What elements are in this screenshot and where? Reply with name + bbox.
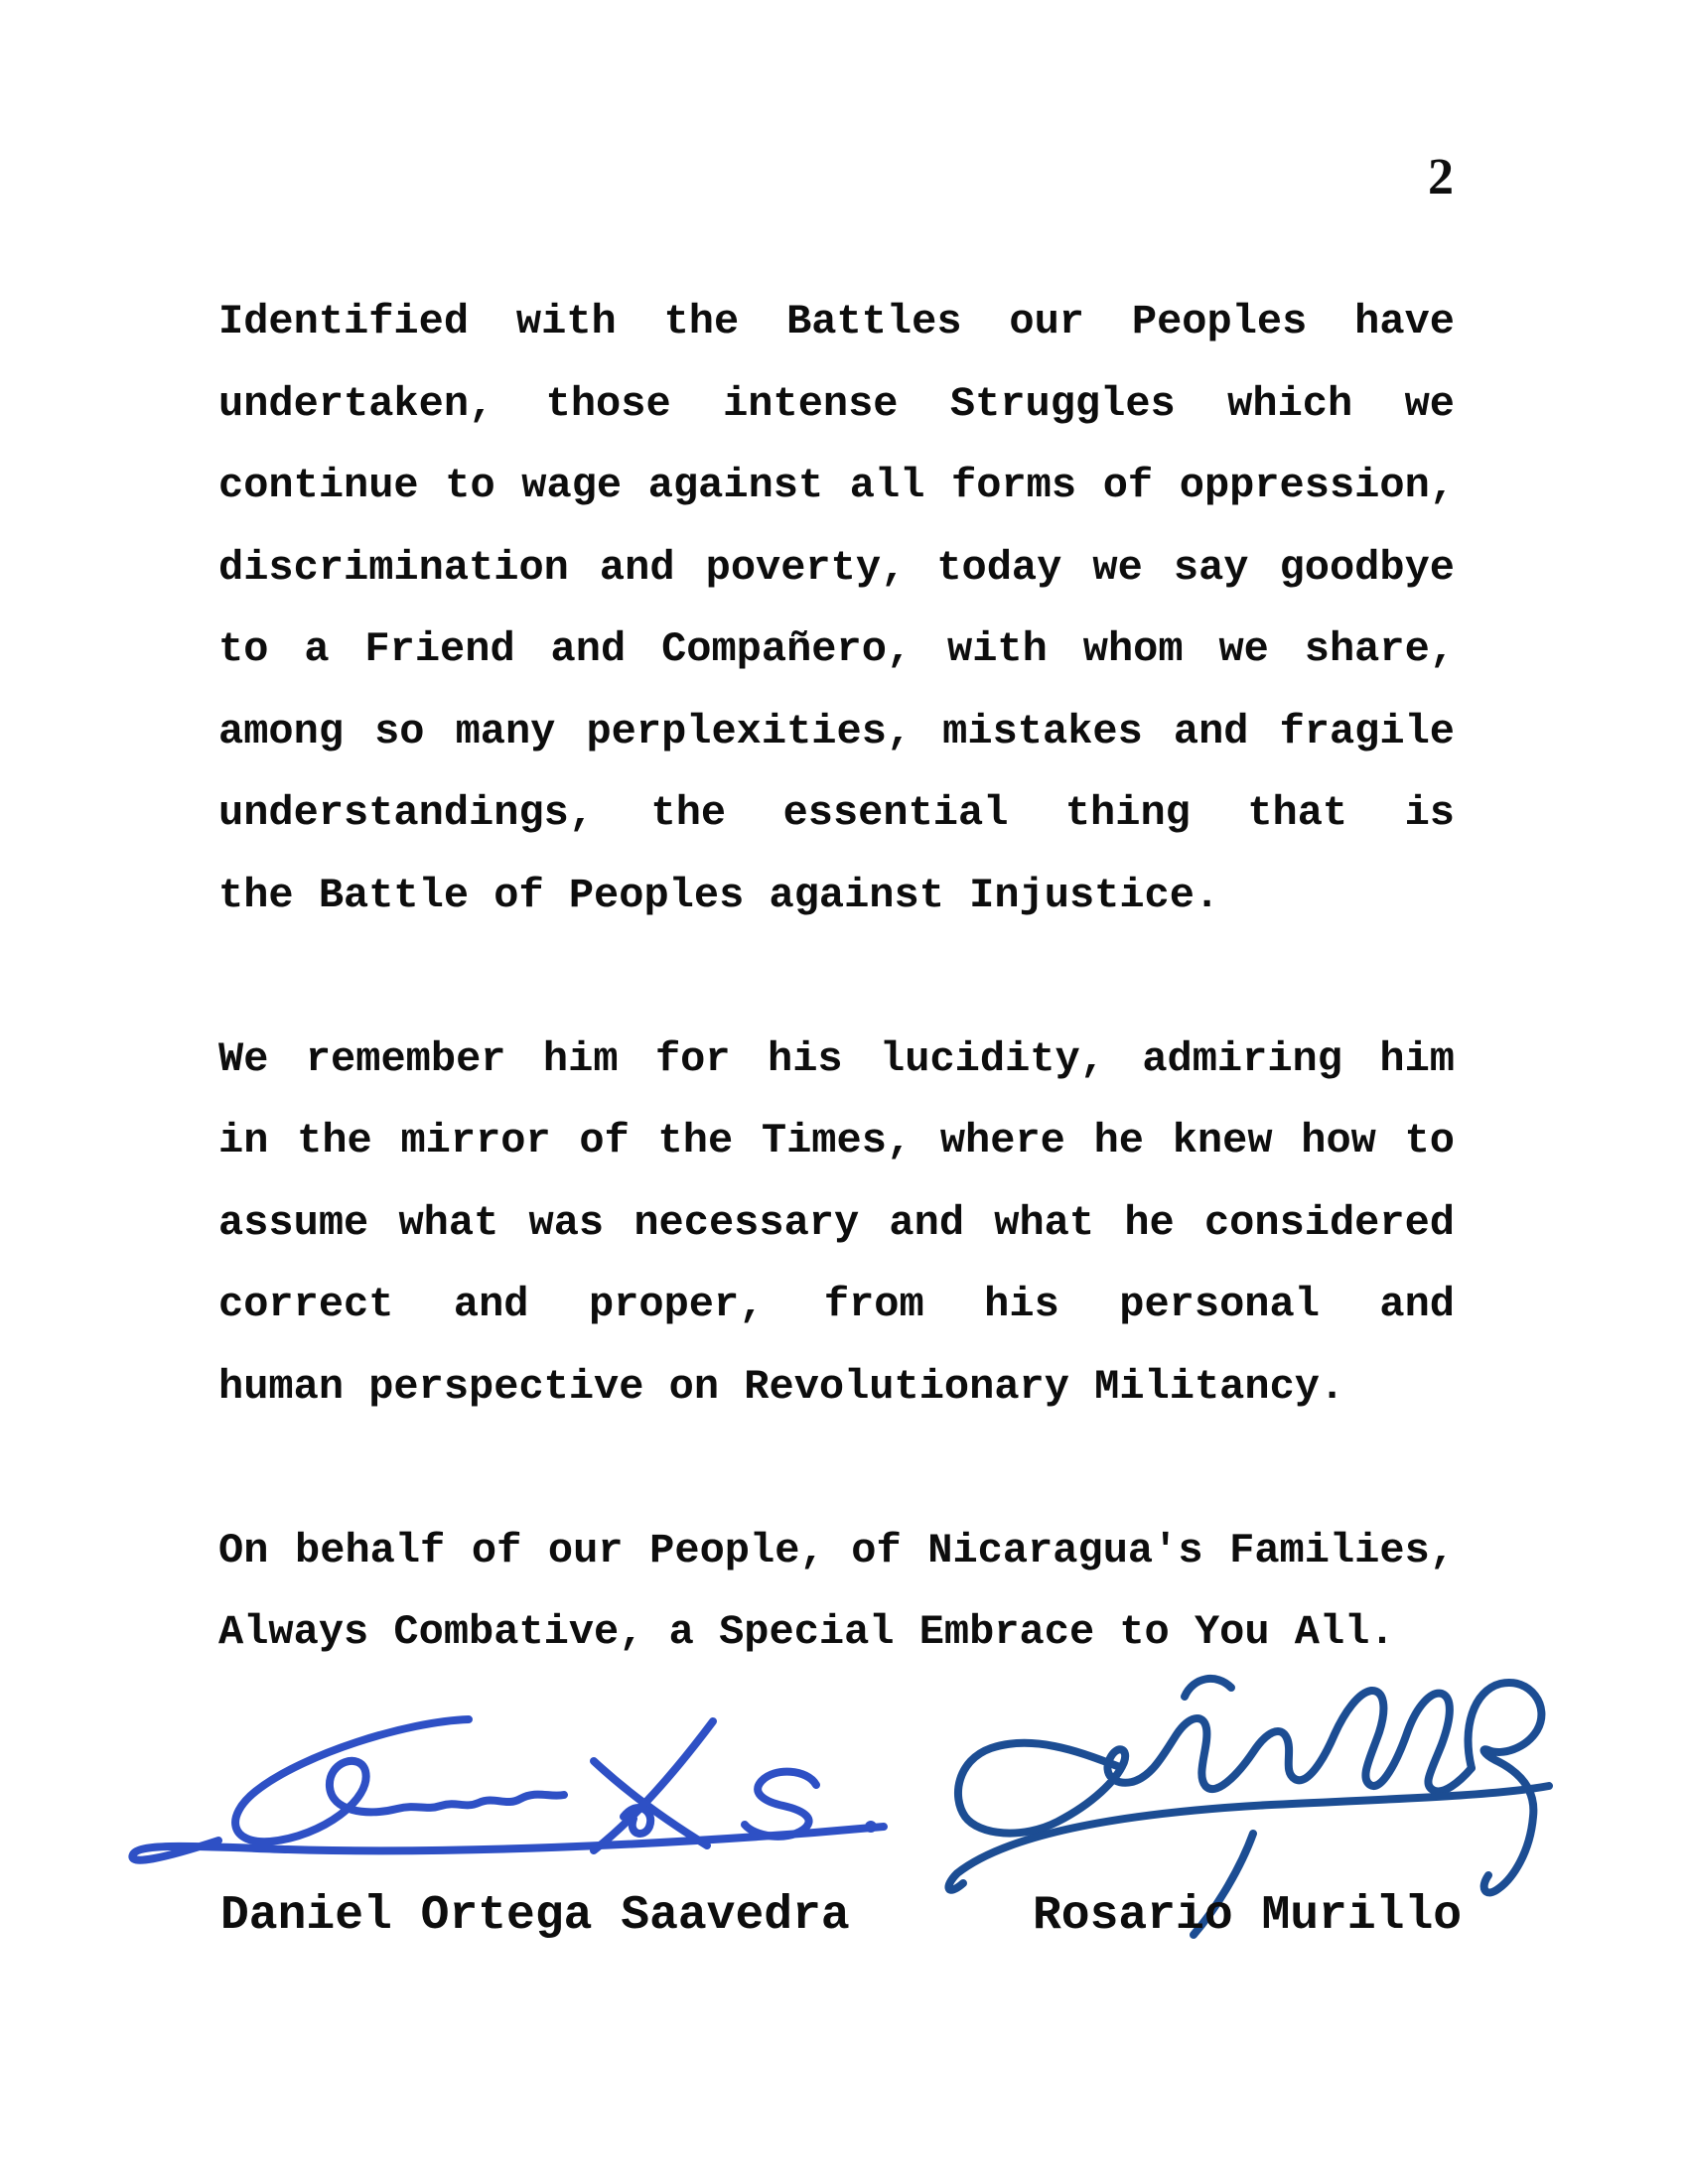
signature-stroke xyxy=(594,1721,713,1850)
body-line: continue to wage against all forms of oppression, xyxy=(218,462,1455,509)
body-line: understandings, the essential thing that is xyxy=(218,789,1455,837)
signature-strokes xyxy=(132,1719,884,1860)
signature-tilde-stroke xyxy=(1185,1679,1231,1697)
signature-stroke xyxy=(235,1719,564,1842)
signature-period-dot xyxy=(865,1821,877,1833)
signatory-name-daniel-ortega: Daniel Ortega Saavedra xyxy=(220,1889,850,1943)
body-line: among so many perplexities, mistakes and fragile xyxy=(218,707,1455,755)
paragraph xyxy=(218,1019,1455,1429)
body-line: human perspective on Revolutionary Militancy. xyxy=(218,1362,1345,1411)
body-line: Identified with the Battles our Peoples have xyxy=(218,298,1455,345)
body-line: to a Friend and Compañero, with whom we share, xyxy=(218,625,1455,673)
body-line: Always Combative, a Special Embrace to You All. xyxy=(218,1608,1395,1656)
body-line: in the mirror of the Times, where he knew how to xyxy=(218,1117,1455,1164)
body-line: correct and proper, from his personal and xyxy=(218,1281,1455,1328)
body-line: discrimination and poverty, today we say goodbye xyxy=(218,543,1455,592)
signature-stroke xyxy=(745,1772,816,1837)
signature-daniel-ortega xyxy=(119,1700,894,1878)
body-line: We remember him for his lucidity, admiring him xyxy=(218,1034,1455,1083)
body-line: the Battle of Peoples against Injustice. xyxy=(218,871,1220,919)
body-line: On behalf of our People, of Nicaragua's Families, xyxy=(218,1526,1455,1574)
paragraph xyxy=(218,281,1455,936)
signature-underline xyxy=(132,1827,884,1860)
body-line: assume what was necessary and what he considered xyxy=(218,1198,1455,1247)
signatory-name-rosario-murillo: Rosario Murillo xyxy=(1033,1889,1463,1943)
paragraph xyxy=(218,1510,1455,1674)
page-number: 2 xyxy=(1428,149,1454,205)
letter-body xyxy=(218,281,1455,1674)
body-line: undertaken, those intense Struggles which we xyxy=(218,379,1455,428)
